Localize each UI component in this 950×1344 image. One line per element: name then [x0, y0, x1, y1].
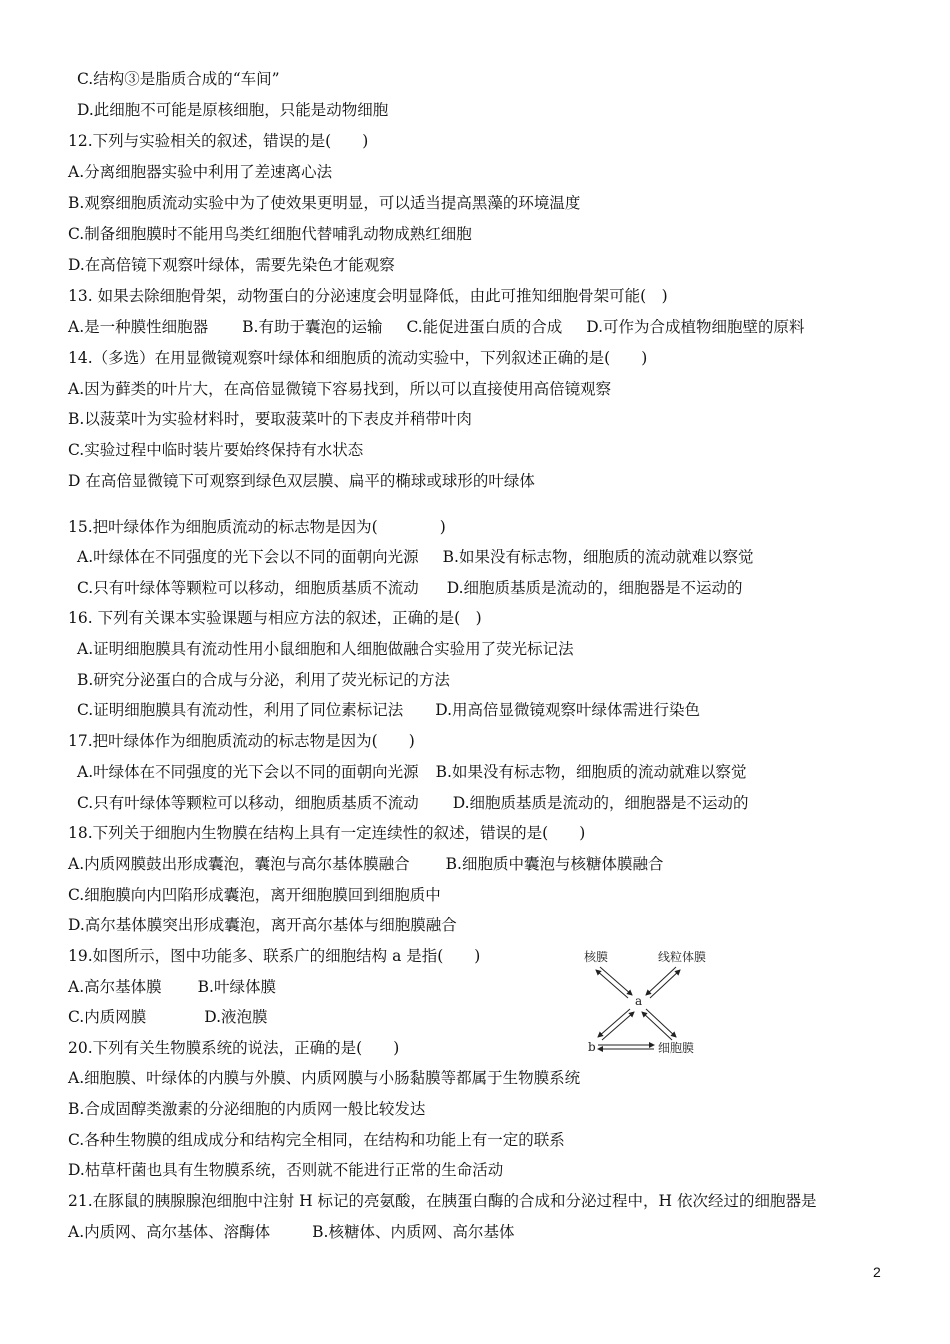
options-ab-q19 [68, 977, 276, 997]
option-d-q19: D.液泡膜 [204, 1008, 268, 1026]
question-13: 13. 如果去除细胞骨架，动物蛋白的分泌速度会明显降低，由此可推知细胞骨架可能( ) [68, 287, 668, 305]
options-cd-q15 [77, 578, 743, 598]
arrow-a-to-cell-membrane [646, 1009, 676, 1037]
option-b-q16: B.研究分泌蛋白的合成与分泌，利用了荧光标记的方法 [77, 671, 450, 689]
arrow-mito-to-a [646, 967, 676, 995]
options-ab-q21 [68, 1222, 514, 1242]
question-14: 14.（多选）在用显微镜观察叶绿体和细胞质的流动实验中，下列叙述正确的是( ) [68, 349, 648, 367]
question-16: 16. 下列有关课本实验课题与相应方法的叙述，正确的是( ) [68, 609, 482, 627]
options-cd-q17 [77, 793, 749, 813]
options-ab-q17 [77, 762, 746, 782]
arrow-a-to-mito [650, 970, 680, 998]
option-c-q14: C.实验过程中临时装片要始终保持有水状态 [68, 441, 364, 459]
option-c-q11: C.结构③是脂质合成的“车间” [77, 70, 280, 88]
option-c-q13: C.能促进蛋白质的合成 [406, 318, 563, 336]
question-18: 18.下列关于细胞内生物膜在结构上具有一定连续性的叙述，错误的是( ) [68, 824, 586, 842]
option-d-q17: D.细胞质基质是流动的，细胞器是不运动的 [452, 794, 749, 812]
arrow-nucleus-to-a [600, 967, 632, 995]
option-d-q12: D.在高倍镜下观察叶绿体，需要先染色才能观察 [68, 256, 395, 274]
arrow-a-to-nucleus [596, 970, 628, 998]
option-a-q20: A.细胞膜、叶绿体的内膜与外膜、内质网膜与小肠黏膜等都属于生物膜系统 [68, 1069, 581, 1087]
page-number: 2 [873, 1264, 881, 1280]
membrane-relationship-diagram [578, 945, 728, 1060]
option-d-q16: D.用高倍显微镜观察叶绿体需进行染色 [435, 701, 701, 719]
option-d-q11: D.此细胞不可能是原核细胞，只能是动物细胞 [77, 101, 389, 119]
question-19: 19.如图所示，图中功能多、联系广的细胞结构 a 是指( ) [68, 947, 481, 965]
options-q13 [68, 317, 805, 337]
option-d-q13: D.可作为合成植物细胞壁的原料 [586, 318, 805, 336]
question-21: 21.在豚鼠的胰腺腺泡细胞中注射 H 标记的亮氨酸，在胰蛋白酶的合成和分泌过程中，H 依次经过的细胞器是 [68, 1192, 817, 1210]
options-ab-q15 [77, 547, 753, 567]
option-a-q14: A.因为藓类的叶片大，在高倍显微镜下容易找到，所以可以直接使用高倍镜观察 [68, 380, 612, 398]
option-a-q15: A.叶绿体在不同强度的光下会以不同的面朝向光源 [77, 548, 419, 566]
option-a-q21: A.内质网、高尔基体、溶酶体 [68, 1223, 271, 1241]
option-c-q16: C.证明细胞膜具有流动性，利用了同位素标记法 [77, 701, 404, 719]
option-b-q19: B.叶绿体膜 [197, 978, 276, 996]
option-c-q18: C.细胞膜向内凹陷形成囊泡，离开细胞膜回到细胞质中 [68, 886, 441, 904]
question-17: 17.把叶绿体作为细胞质流动的标志物是因为( ) [68, 732, 415, 750]
option-d-q14: D 在高倍显微镜下可观察到绿色双层膜、扁平的椭球或球形的叶绿体 [68, 472, 535, 490]
options-cd-q19 [68, 1007, 268, 1027]
option-b-q17: B.如果没有标志物，细胞质的流动就难以察觉 [435, 763, 747, 781]
arrow-a-to-b [598, 1009, 630, 1037]
arrow-cell-membrane-to-a [642, 1012, 672, 1040]
label-mito-membrane: 线粒体膜 [658, 950, 707, 964]
option-c-q15: C.只有叶绿体等颗粒可以移动，细胞质基质不流动 [77, 579, 419, 597]
label-nuclear-membrane: 核膜 [584, 950, 609, 964]
option-b-q20: B.合成固醇类激素的分泌细胞的内质网一般比较发达 [68, 1100, 426, 1118]
label-cell-membrane: 细胞膜 [658, 1041, 695, 1055]
question-15: 15.把叶绿体作为细胞质流动的标志物是因为( ) [68, 518, 446, 536]
option-a-q18: A.内质网膜鼓出形成囊泡，囊泡与高尔基体膜融合 [68, 855, 410, 873]
option-a-q19: A.高尔基体膜 [68, 978, 162, 996]
option-c-q19: C.内质网膜 [68, 1008, 147, 1026]
option-a-q17: A.叶绿体在不同强度的光下会以不同的面朝向光源 [77, 763, 419, 781]
options-cd-q16 [77, 700, 700, 720]
question-20: 20.下列有关生物膜系统的说法，正确的是( ) [68, 1039, 400, 1057]
option-b-q12: B.观察细胞质流动实验中为了使效果更明显，可以适当提高黑藻的环境温度 [68, 194, 581, 212]
question-12: 12.下列与实验相关的叙述，错误的是( ) [68, 132, 369, 150]
option-a-q13: A.是一种膜性细胞器 [68, 318, 209, 336]
option-c-q20: C.各种生物膜的组成成分和结构完全相同，在结构和功能上有一定的联系 [68, 1131, 565, 1149]
option-b-q14: B.以菠菜叶为实验材料时，要取菠菜叶的下表皮并稍带叶肉 [68, 410, 472, 428]
option-a-q16: A.证明细胞膜具有流动性用小鼠细胞和人细胞做融合实验用了荧光标记法 [77, 640, 574, 658]
label-a: a [635, 994, 643, 1008]
label-b: b [588, 1040, 596, 1054]
option-d-q18: D.高尔基体膜突出形成囊泡，离开高尔基体与细胞膜融合 [68, 916, 457, 934]
option-b-q15: B.如果没有标志物，细胞质的流动就难以察觉 [442, 548, 754, 566]
option-d-q15: D.细胞质基质是流动的，细胞器是不运动的 [446, 579, 743, 597]
option-b-q21: B.核糖体、内质网、高尔基体 [312, 1223, 515, 1241]
option-a-q12: A.分离细胞器实验中利用了差速离心法 [68, 163, 333, 181]
option-c-q12: C.制备细胞膜时不能用鸟类红细胞代替哺乳动物成熟红细胞 [68, 225, 472, 243]
option-b-q13: B.有助于囊泡的运输 [242, 318, 383, 336]
option-d-q20: D.枯草杆菌也具有生物膜系统，否则就不能进行正常的生命活动 [68, 1161, 504, 1179]
option-b-q18: B.细胞质中囊泡与核糖体膜融合 [445, 855, 664, 873]
option-c-q17: C.只有叶绿体等颗粒可以移动，细胞质基质不流动 [77, 794, 419, 812]
options-ab-q18 [68, 854, 663, 874]
arrow-b-to-a [602, 1012, 634, 1040]
